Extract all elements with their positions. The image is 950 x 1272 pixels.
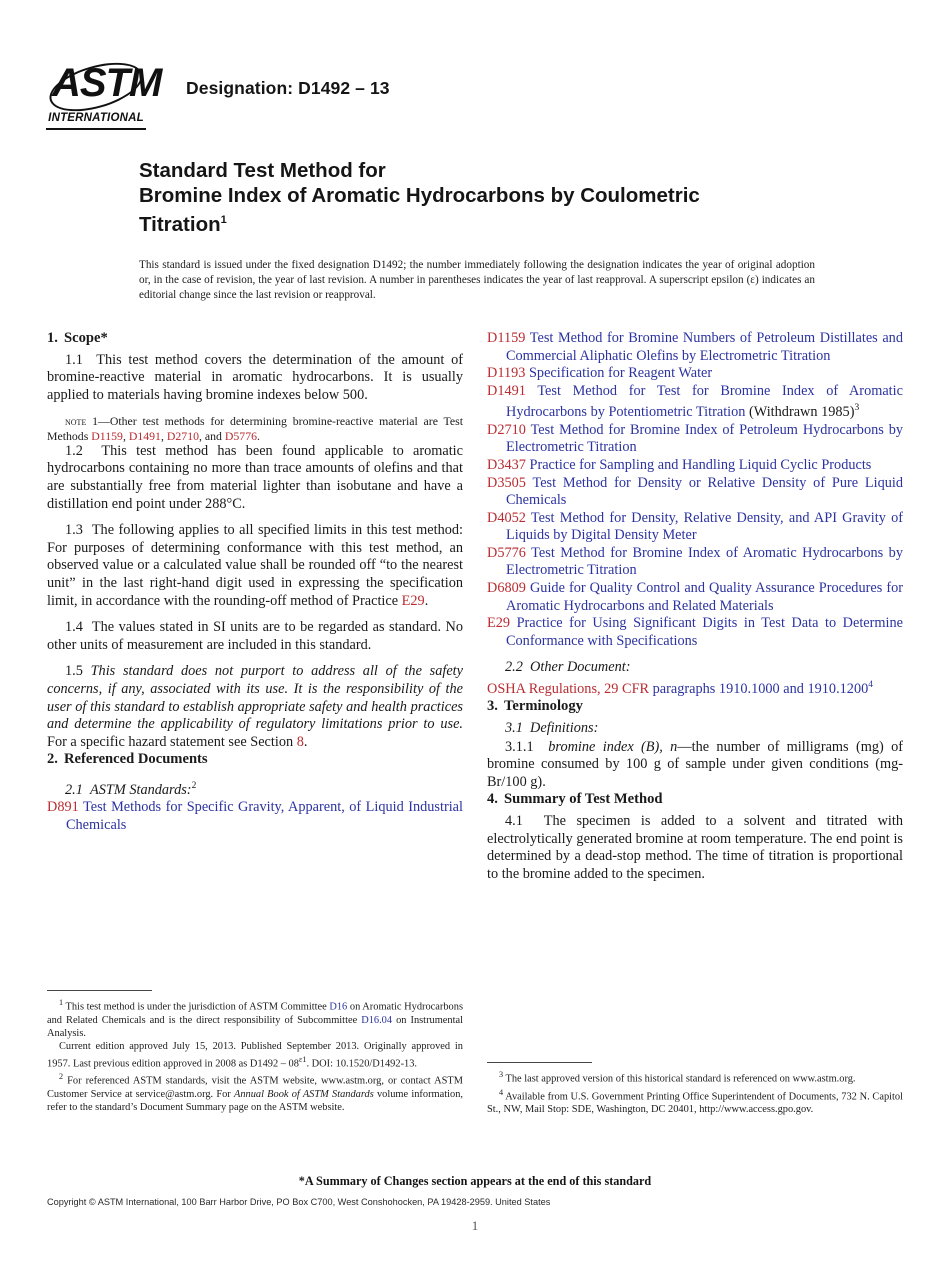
- paragraph-1-3: 1.3 The following applies to all specified limits in this test method: For purposes of determining conformance with this test method, an observed value or a calculated value shall be rounded off “to the nearest unit” in the last right-hand digit used in expressing the specification limit, in accordance with the rounding-off method of Practice E29.: [47, 522, 463, 609]
- paragraph-number-1-4: 1.4: [65, 619, 83, 636]
- paragraph-number-3-1-1: 3.1.1: [505, 738, 534, 755]
- reference-designation-d891[interactable]: D891: [47, 799, 79, 816]
- list-item: [487, 510, 903, 545]
- committee-link-d16[interactable]: D16: [329, 1001, 348, 1013]
- paragraph-1-2: [47, 443, 463, 513]
- subcommittee-link-d1604[interactable]: D16.04: [361, 1014, 393, 1026]
- footnote-4-text: Available from U.S. Government Printing Office Superintendent of Documents, 732 N. Capitol St., NW, Mail Stop: SDE, Washington, DC 20401, http://www.access.gpo.gov.: [487, 1091, 903, 1116]
- note-text: Other test methods for determining bromine-reactive material are Test Methods: [47, 414, 463, 443]
- definition-text: —the number of milligrams (mg) of bromine consumed by 100 g of sample under given conditions (mg-Br/100 g).: [487, 738, 903, 790]
- preamble-paragraph: This standard is issued under the fixed designation D1492; the number immediately following the designation indicates the year of original adoption or, in the case of revision, the year of last revision. A number in parentheses indicates the year of last reapproval. A superscript epsilon (ε) indicates an editorial change since the last revision or reapproval.: [139, 259, 815, 302]
- reference-title-d3437[interactable]: Practice for Sampling and Handling Liquid Cyclic Products: [529, 456, 872, 473]
- paragraph-text-4-1: The specimen is added to a solvent and titrated with electrolytically generated bromine at room temperature. The end point is determined by a dead-stop method. The time of titration is proportional to the bromine added to the specimen.: [487, 812, 904, 882]
- footnote-1-text-b: on Aromatic Hydrocarbons and Related Chemicals and is the direct responsibility of Subcommittee: [47, 1001, 463, 1026]
- footnote-2-italic: Annual Book of ASTM Standards: [233, 1088, 374, 1100]
- subsection-2-1: [47, 778, 463, 799]
- reference-link-e29[interactable]: E29: [401, 592, 425, 609]
- astm-logo-mark: [46, 58, 162, 116]
- astm-logo-rule: [46, 128, 146, 130]
- paragraph-text-1-5-roman: For a specific hazard statement see Section: [47, 733, 297, 750]
- right-column: [487, 330, 903, 883]
- subsection-3-1: [487, 720, 903, 738]
- footnote-marker-3: 3: [499, 1070, 504, 1079]
- paragraph-number-1-1: 1.1: [65, 351, 83, 368]
- reference-title-d3505[interactable]: Test Method for Density or Relative Density of Pure Liquid Chemicals: [506, 474, 903, 509]
- reference-title-d4052[interactable]: Test Method for Density, Relative Density, and API Gravity of Liquids by Digital Density Meter: [506, 509, 903, 544]
- footnote-1-edition: [47, 1040, 463, 1071]
- reference-link-d1159[interactable]: D1159: [91, 428, 123, 443]
- paragraph-number-1-2: 1.2: [65, 442, 83, 459]
- paragraph-number-4-1: 4.1: [505, 812, 523, 829]
- reference-title-d5776[interactable]: Test Method for Bromine Index of Aromatic Hydrocarbons by Electrometric Titration: [506, 544, 903, 579]
- definition-term: bromine index (B), n: [548, 738, 678, 755]
- note-number: 1—: [92, 414, 110, 429]
- reference-link-d5776[interactable]: D5776: [224, 428, 258, 443]
- subsection-number-2-1: 2.1: [65, 781, 83, 798]
- footnotes-left: [47, 996, 463, 1114]
- list-item: [487, 615, 903, 650]
- footnote-2-text-b: volume information, refer to the standard’s Document Summary page on the ASTM website.: [47, 1088, 463, 1114]
- footnote-marker-4: 4: [499, 1087, 504, 1097]
- reference-designation-e29[interactable]: E29: [487, 615, 511, 632]
- section-heading-scope: [47, 330, 463, 348]
- subsection-footnote-marker-2-1: 2: [191, 780, 197, 791]
- paragraph-1-5: 1.5 This standard does not purport to address all of the safety concerns, if any, associated with its use. It is the responsibility of the user of this standard to establish appropriate safety and health practices and determine the applicability of regulatory limitations prior to use. For a specific hazard statement see Section 8.: [47, 663, 463, 750]
- reference-link-section-8[interactable]: 8: [296, 733, 304, 750]
- reference-title-d1193[interactable]: Specification for Reagent Water: [528, 365, 713, 382]
- title-line-3: Titration: [139, 212, 221, 236]
- astm-wordmark: ASTM: [52, 61, 162, 105]
- reference-designation-d3437[interactable]: D3437: [487, 456, 526, 473]
- reference-designation-d4052[interactable]: D4052: [487, 509, 526, 526]
- reference-designation-d1159[interactable]: D1159: [487, 330, 526, 346]
- subsection-label-2-2: Other Document:: [530, 659, 631, 676]
- footnote-4: [487, 1086, 903, 1117]
- list-item: [487, 475, 903, 510]
- footnote-3: [487, 1068, 903, 1086]
- title-footnote-marker: 1: [220, 214, 227, 226]
- designation-label: Designation: D1492 – 13: [186, 78, 390, 98]
- footnote-2-text-a: For referenced ASTM standards, visit the ASTM website, www.astm.org, or contact ASTM Customer Service at service@astm.org. For: [47, 1075, 463, 1100]
- footnote-2: [47, 1070, 463, 1114]
- title-line-1: Standard Test Method for: [139, 159, 386, 182]
- list-item: [47, 799, 463, 834]
- reference-designation-d5776[interactable]: D5776: [487, 544, 526, 561]
- subsection-label-2-1: ASTM Standards:: [90, 781, 192, 798]
- list-item: [487, 580, 903, 615]
- section-heading-referenced-documents: [47, 751, 463, 769]
- reference-title-osha[interactable]: paragraphs 1910.1000 and 1910.1200: [649, 680, 869, 697]
- subsection-number-2-2: 2.2: [505, 659, 523, 676]
- title-line-2: Bromine Index of Aromatic Hydrocarbons by Coulometric: [139, 184, 700, 207]
- page-number: 1: [471, 1218, 479, 1233]
- reference-footnote-marker-d1491: 3: [854, 403, 860, 414]
- list-item: [487, 330, 903, 365]
- footnote-3-text: The last approved version of this historical standard is referenced on www.astm.org.: [503, 1073, 856, 1085]
- document-title: [139, 158, 839, 237]
- footnote-1-text-a: This test method is under the jurisdiction of ASTM Committee: [63, 1001, 330, 1013]
- paragraph-1-1: [47, 352, 463, 405]
- footnote-marker-1: 1: [59, 998, 64, 1007]
- paragraph-1-4: [47, 619, 463, 654]
- reference-withdrawn-note-d1491: (Withdrawn 1985): [745, 404, 855, 421]
- note-label: note: [65, 414, 87, 429]
- section-heading-summary-of-test-method: [487, 791, 903, 809]
- list-item: [487, 365, 903, 383]
- note-1: note 1—Other test methods for determining bromine-reactive material are Test Methods D1159, D1491, D2710, and D5776.: [47, 414, 463, 443]
- paragraph-number-1-3: 1.3: [65, 522, 83, 539]
- section-title-4: Summary of Test Method: [504, 791, 663, 808]
- copyright-line: Copyright © ASTM International, 100 Barr Harbor Drive, PO Box C700, West Conshohocken, PA 19428-2959. United States: [47, 1197, 551, 1207]
- reference-title-e29[interactable]: Practice for Using Significant Digits in Test Data to Determine Conformance with Specifications: [506, 615, 904, 649]
- section-heading-terminology: [487, 698, 903, 716]
- section-title-1: Scope*: [64, 330, 108, 346]
- astm-logo: [46, 58, 162, 136]
- list-item: [487, 422, 903, 457]
- footnote-edition-text: Current edition approved July 15, 2013. Published September 2013. Originally approved in 1957. Last previous edition approved in 2008 as D1492 – 08: [47, 1040, 463, 1070]
- summary-of-changes-note: *A Summary of Changes section appears at the end of this standard: [298, 1174, 652, 1188]
- reference-designation-osha[interactable]: OSHA Regulations, 29 CFR: [487, 680, 650, 697]
- paragraph-number-1-5: 1.5: [65, 663, 83, 680]
- list-item: [487, 383, 903, 422]
- footnotes-right: [487, 1068, 903, 1116]
- list-item: [487, 457, 903, 475]
- reference-title-d1159[interactable]: Test Method for Bromine Numbers of Petroleum Distillates and Commercial Aliphatic Olefins by Electrometric Titration: [506, 330, 903, 364]
- section-number-2: 2.: [47, 751, 58, 768]
- footnote-separator-right: [487, 1062, 592, 1063]
- paragraph-text-1-2: This test method has been found applicable to aromatic hydrocarbons containing no more than trace amounts of olefins and that are substantially free from material lighter than isobutane and have a distillation end point under 288°C.: [47, 442, 463, 512]
- astm-logo-international-label: INTERNATIONAL: [48, 112, 144, 124]
- reference-link-d2710[interactable]: D2710: [166, 428, 199, 443]
- footnote-edition-epsilon: ε1: [298, 1054, 307, 1064]
- reference-designation-d2710[interactable]: D2710: [487, 421, 526, 438]
- paragraph-text-1-4: The values stated in SI units are to be regarded as standard. No other units of measurement are included in this standard.: [47, 619, 463, 653]
- section-title-3: Terminology: [504, 698, 583, 715]
- reference-designation-d1193[interactable]: D1193: [487, 365, 526, 382]
- footnote-1: [47, 996, 463, 1040]
- footnote-1-text-c: on Instrumental Analysis.: [47, 1014, 463, 1039]
- paragraph-3-1-1: [487, 739, 903, 792]
- paragraph-text-1-1: This test method covers the determination of the amount of bromine-reactive material in aromatic hydrocarbons. It is usually applied to materials having bromine indexes below 500.: [47, 351, 463, 403]
- reference-designation-d6809[interactable]: D6809: [487, 580, 526, 597]
- paragraph-text-1-5-italic: This standard does not purport to address all of the safety concerns, if any, associated with its use. It is the responsibility of the user of this standard to establish appropriate safety and health practices and determine the applicability of regulatory limitations prior to use.: [47, 663, 463, 733]
- reference-title-d6809[interactable]: Guide for Quality Control and Quality Assurance Procedures for Aromatic Hydrocarbons and Related Materials: [506, 580, 903, 614]
- reference-link-d1491[interactable]: D1491: [128, 428, 161, 443]
- paragraph-text-1-3: The following applies to all specified limits in this test method: For purposes of determining conformance with this test method, an observed value or a calculated value shall be rounded off “to the nearest unit” in the last right-hand digit used in expressing the specification limit, in accordance with the rounding-off method of Practice: [47, 522, 463, 609]
- footnote-separator-left: [47, 990, 152, 991]
- reference-title-d1491[interactable]: Test Method for Test for Bromine Index of Aromatic Hydrocarbons by Potentiometric Titration: [506, 382, 903, 421]
- list-item: [487, 677, 903, 698]
- reference-title-d891[interactable]: Test Methods for Specific Gravity, Apparent, of Liquid Industrial Chemicals: [66, 799, 463, 833]
- section-title-2: Referenced Documents: [64, 751, 208, 768]
- section-number-1: 1.: [47, 330, 58, 346]
- masthead: [46, 58, 906, 140]
- subsection-2-2: [487, 659, 903, 677]
- section-number-3: 3.: [487, 698, 498, 715]
- reference-designation-d3505[interactable]: D3505: [487, 474, 526, 491]
- left-column: [47, 330, 463, 834]
- reference-title-d2710[interactable]: Test Method for Bromine Index of Petroleum Hydrocarbons by Electrometric Titration: [506, 421, 903, 456]
- list-item: [487, 545, 903, 580]
- subsection-label-3-1: Definitions:: [530, 720, 599, 736]
- paragraph-4-1: [487, 813, 903, 883]
- section-number-4: 4.: [487, 791, 498, 808]
- footnote-edition-doi: . DOI: 10.1520/D1492-13.: [306, 1058, 418, 1070]
- reference-footnote-marker-osha: 4: [868, 680, 873, 691]
- footnote-marker-2: 2: [59, 1072, 64, 1082]
- subsection-number-3-1: 3.1: [505, 720, 523, 736]
- reference-designation-d1491[interactable]: D1491: [487, 382, 526, 399]
